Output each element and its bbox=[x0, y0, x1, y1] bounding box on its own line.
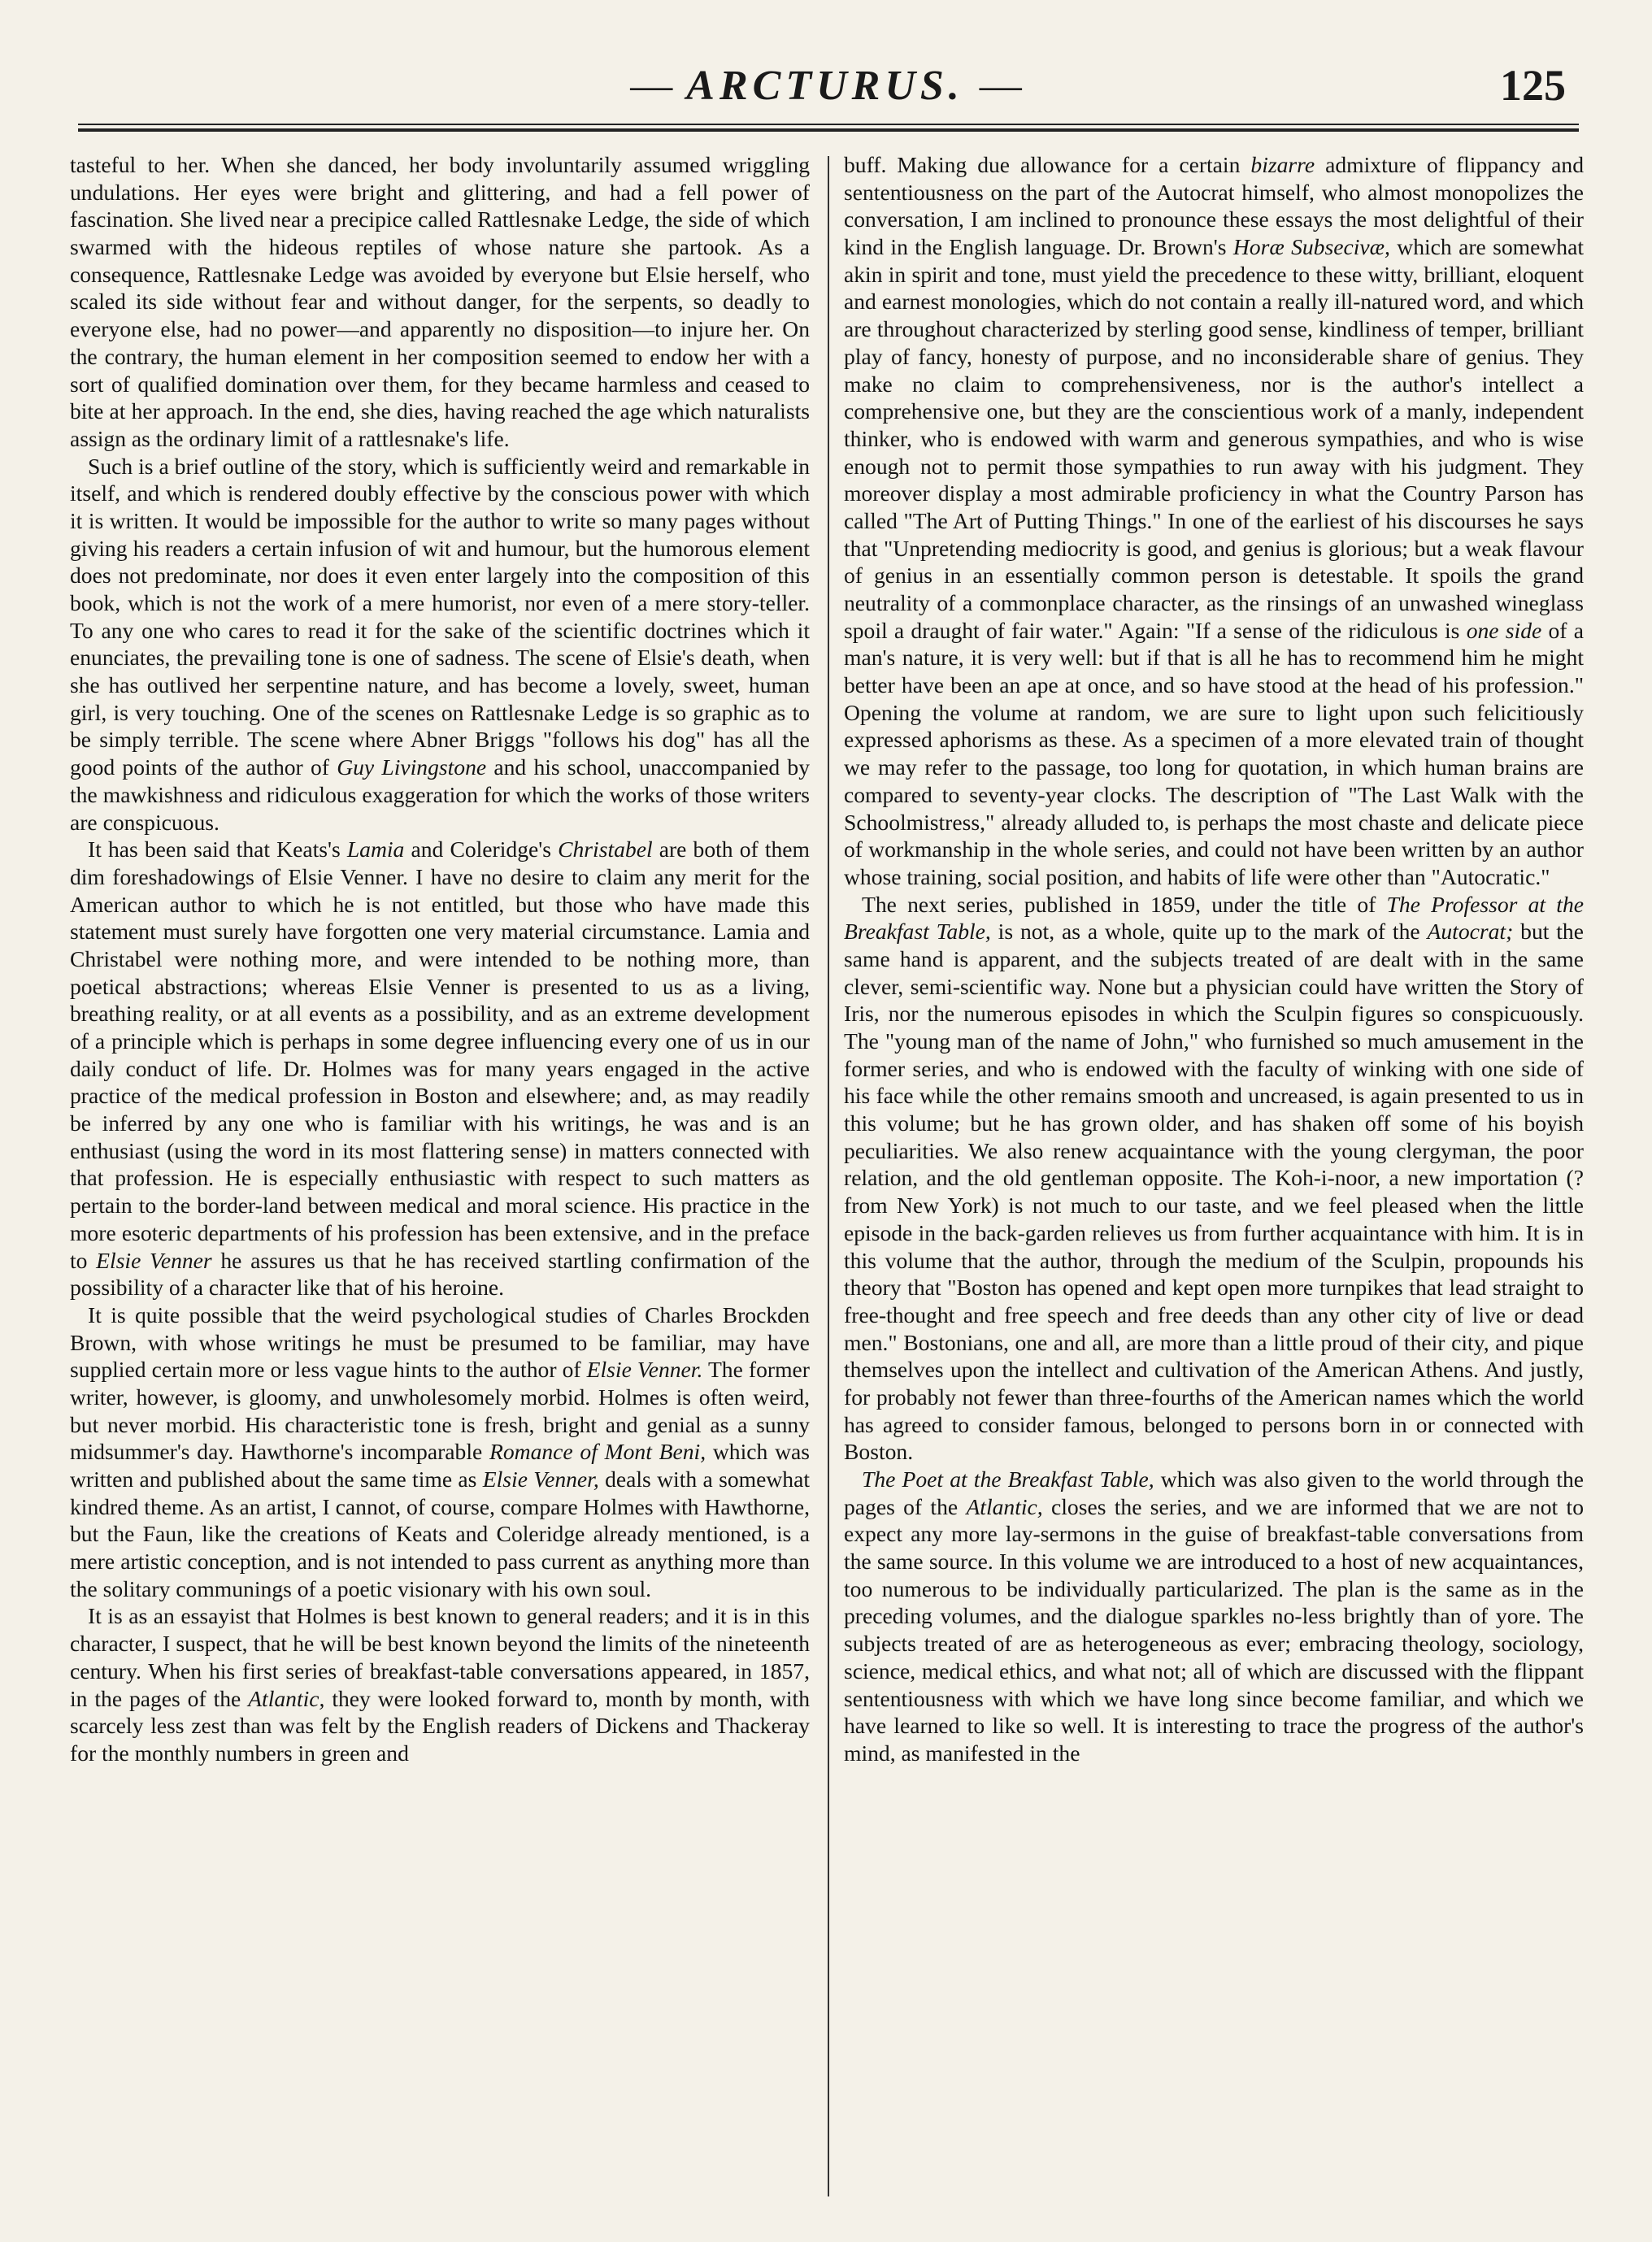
paragraph bbox=[70, 836, 810, 1301]
right-column bbox=[844, 151, 1584, 1767]
paragraph-text: It has been said that Keats's bbox=[88, 836, 347, 862]
title-dash-left: — bbox=[630, 63, 673, 109]
page-number: 125 bbox=[1500, 61, 1566, 110]
italic-title: Lamia bbox=[346, 836, 405, 862]
left-column bbox=[70, 151, 810, 1767]
paragraph-text: Such is a brief outline of the story, which is sufficiently weird and remarkable in itself, and which is rendered doubly effective by the conscious power with which it is written. It would be impossible for the author to write so many pages without giving his readers a certain infusion of wit and humour, but the humorous element does not predominate, nor does it even enter largely into the composition of this book, which is not the work of a mere humorist, nor even of a mere story-teller. To any one who cares to read it for the sake of the scientific doctrines which it enunciates, the prevailing tone is one of sadness. The scene of Elsie's death, when she has outlived her serpentine nature, and has become a lovely, sweet, human girl, is very touching. One of the scenes on Rattlesnake Ledge is so graphic as to be simply terrible. The scene where Abner Briggs "follows his dog" has all the good points of the author of bbox=[70, 453, 810, 780]
italic-title: Atlantic, bbox=[966, 1493, 1043, 1519]
paragraph-text: It is quite possible that the weird psychological studies of Charles Brockden Brown, with whose writings he must be presumed to be familiar, may have supplied certain more or less vague hints to the author of bbox=[70, 1301, 810, 1383]
title-dash-right: — bbox=[979, 63, 1022, 109]
paragraph-text: which was written and published about the same time as bbox=[70, 1439, 810, 1492]
paragraph bbox=[844, 1466, 1584, 1767]
paragraph-text: but the same hand is apparent, and the subjects treated of are dealt with in the same clever, semi-scientific way. None but a physician could have written the Story of Iris, nor the numerous episodes in which the Sculpin figures so conspicuously. The "young man of the name of John," who furnished so much amusement in the former series, and who is endowed with the faculty of winking with one side of his face while the other remains smooth and uncreased, is again presented to us in this volume; but he has grown older, and has shaken off some of his boyish peculiarities. We also renew acquaintance with the young clergyman, the poor relation, and the old gentleman opposite. The Koh-i-noor, a new importation (? from New York) is not much to our taste, and we feel pleased when the little episode in the back-garden relieves us from further acquaintance with him. It is in this volume that the author, through the medium of the Sculpin, propounds his theory that "Boston has opened and kept open more turnpikes that lead straight to free-thought and free speech and free deeds than any other city of live or dead men." Bostonians, one and all, are more than a little proud of their city, and pique themselves upon the intellect and cultivation of the American Athens. And justly, for probably not fewer than three-fourths of the American names which the world has agreed to consider famous, belonged to persons born in or connected with Boston. bbox=[844, 919, 1584, 1465]
paragraph-text: which are somewhat akin in spirit and tone, must yield the precedence to these witty, brilliant, eloquent and earnest monologies, which do not contain a really ill-natured word, and which are throughout characterized by sterling good sense, kindliness of temper, brilliant play of fancy, honesty of purpose, and no inconsiderable share of genius. They make no claim to comprehensiveness, nor is the author's intellect a comprehensive one, but they are the conscientious work of a manly, independent thinker, who is endowed with warm and generous sympathies, and who is wise enough not to permit those sympathies to run away with his judgment. They moreover display a most admirable proficiency in what the Country Parson has called "The Art of Putting Things." In one of the earliest of his discourses he says that "Unpretending mediocrity is good, and genius is glorious; but a weak flavour of genius in an essentially common person is detestable. It spoils the grand neutrality of a commonplace character, as the rinsings of an unwashed wineglass spoil a draught of fair water." Again: "If a sense of the ridiculous is bbox=[844, 234, 1585, 643]
italic-title: Christabel bbox=[558, 836, 653, 862]
text-columns bbox=[70, 151, 1584, 2208]
italic-title: Atlantic, bbox=[248, 1685, 325, 1711]
italic-title: Romance of Mont Beni, bbox=[489, 1439, 706, 1465]
italic-title: bizarre bbox=[1250, 152, 1315, 177]
italic-title: Elsie Venner, bbox=[482, 1466, 599, 1492]
italic-title: The Professor at the Breakfast Table, bbox=[844, 891, 1584, 945]
paragraph-text: The former writer, however, is gloomy, and unwholesomely morbid. Holmes is often weird, but never morbid. His characteristic tone is fresh, bright and genial as a sunny midsummer's day. Hawthorne's incomparable bbox=[70, 1357, 810, 1465]
paragraph-text: It is as an essayist that Holmes is best known to general readers; and it is in this character, I suspect, that he will be best known beyond the limits of the nineteenth century. When his first series of breakfast-table conversations appeared, in 1857, in the pages of the bbox=[70, 1603, 810, 1711]
header-rule-thick bbox=[78, 128, 1579, 132]
paragraph bbox=[70, 151, 810, 453]
paragraph-text: of a man's nature, it is very well: but if that is all he has to recommend him he might better have been an ape at once, and so have stood at the head of his profession." Opening the volume at random, we are sure to light upon such felicitiously expressed aphorisms as these. As a specimen of a more elevated train of thought we may refer to the passage, too long for quotation, in which human brains are compared to seventy-year clocks. The description of "The Last Walk with the Schoolmistress," already alluded to, is perhaps the most chaste and delicate piece of workmanship in the whole series, and could not have been written by an author whose training, social position, and habits of life were other than "Autocratic." bbox=[844, 617, 1584, 889]
paragraph-text: tasteful to her. When she danced, her body involuntarily assumed wriggling undulations. Her eyes were bright and glittering, and had a fell power of fascination. She lived near a precipice called Rattlesnake Ledge, the side of which swarmed with the hideous reptiles of whose nature she partook. As a consequence, Rattlesnake Ledge was avoided by everyone but Elsie herself, who scaled its side without fear and without danger, for the serpents, so deadly to everyone else, had no power—and apparently no disposition—to injure her. On the contrary, the human element in her composition seemed to endow her with a sort of qualified domination over them, for they became harmless and ceased to bite at her approach. In the end, she dies, having reached the age which naturalists assign as the ordinary limit of a rattlesnake's life. bbox=[70, 152, 810, 451]
paragraph-text: which was also given to the world through the pages of the bbox=[844, 1466, 1584, 1519]
paragraph-text: they were looked forward to, month by month, with scarcely less zest than was felt by the English readers of Dickens and Thackeray for the monthly numbers in green and bbox=[70, 1685, 810, 1766]
paragraph bbox=[70, 1301, 810, 1603]
paragraph bbox=[70, 453, 810, 836]
journal-title: ARCTURUS. bbox=[686, 63, 964, 109]
paragraph-text: The next series, published in 1859, under the title of bbox=[862, 891, 1387, 917]
paragraph bbox=[70, 1602, 810, 1766]
italic-title: Horæ Subsecivæ, bbox=[1232, 234, 1390, 260]
italic-title: The Poet at the Breakfast Table, bbox=[862, 1466, 1154, 1492]
running-header bbox=[78, 57, 1574, 138]
paragraph-text: closes the series, and we are informed that we are not to expect any more lay-sermons in the guise of breakfast-table conversations from the same source. In this volume we are introduced to a host of new acquaintances, too numerous to be individually particularized. The plan is the same as in the preceding volumes, and the dialogue sparkles no-less brightly than of yore. The subjects treated of are as heterogeneous as ever; embracing theology, sociology, science, medical ethics, and what not; all of which are discussed with the flippant sententiousness with which we have long since become familiar, and which we have learned to like so well. It is interesting to trace the progress of the author's mind, as manifested in the bbox=[844, 1493, 1584, 1766]
paragraph-text: is not, as a whole, quite up to the mark of the bbox=[990, 919, 1428, 945]
paragraph-text: he assures us that he has received startling confirmation of the possibility of a character like that of his heroine. bbox=[70, 1247, 810, 1301]
paragraph-text: buff. Making due allowance for a certain bbox=[844, 152, 1251, 177]
paragraph-text: and Coleridge's bbox=[404, 836, 559, 862]
italic-title: Autocrat; bbox=[1427, 919, 1514, 945]
header-rule-thin bbox=[78, 124, 1579, 125]
paragraph-text: deals with a somewhat kindred theme. As an artist, I cannot, of course, compare Holmes with Hawthorne, but the Faun, like the creations of Keats and Coleridge already mentioned, is a mere artistic conception, and is not intended to pass current as anything more than the solitary communings of a poetic visionary with his own soul. bbox=[70, 1466, 810, 1601]
paragraph bbox=[844, 151, 1584, 891]
running-title bbox=[78, 62, 1574, 110]
paragraph-text: and his school, unaccompanied by the mawkishness and ridiculous exaggeration for which the works of those writers are conspicuous. bbox=[70, 754, 811, 835]
italic-title: one side bbox=[1466, 617, 1542, 643]
column-divider bbox=[828, 156, 829, 2196]
italic-title: Guy Livingstone bbox=[337, 754, 487, 780]
paragraph-text: are both of them dim foreshadowings of Elsie Venner. I have no desire to claim any merit for the American author to which he is not entitled, but those who have made this statement must surely have forgotten one very material circumstance. Lamia and Christabel were nothing more, and were intended to be nothing more, than poetical abstractions; whereas Elsie Venner is presented to us as a living, breathing reality, or at all events as a possibility, and as an extreme development of a principle which is perhaps in some degree influencing every one of us in our daily conduct of life. Dr. Holmes was for many years engaged in the active practice of the medical profession in Boston and elsewhere; and, as may readily be inferred by any one who is familiar with his writings, he was and is an enthusiast (using the word in its most flattering sense) in matters connected with that profession. He is especially enthusiastic with respect to such matters as pertain to the border-land between medical and moral science. His practice in the more esoteric departments of his profession has been extensive, and in the preface to bbox=[70, 836, 811, 1273]
paragraph bbox=[844, 891, 1584, 1466]
paragraph-text: admixture of flippancy and sententiousness on the part of the Autocrat himself, who almost monopolizes the conversation, I am inclined to pronounce these essays the most delightful of their kind in the English language. Dr. Brown's bbox=[844, 152, 1584, 260]
italic-title: Elsie Venner. bbox=[586, 1357, 703, 1383]
italic-title: Elsie Venner bbox=[96, 1247, 212, 1273]
